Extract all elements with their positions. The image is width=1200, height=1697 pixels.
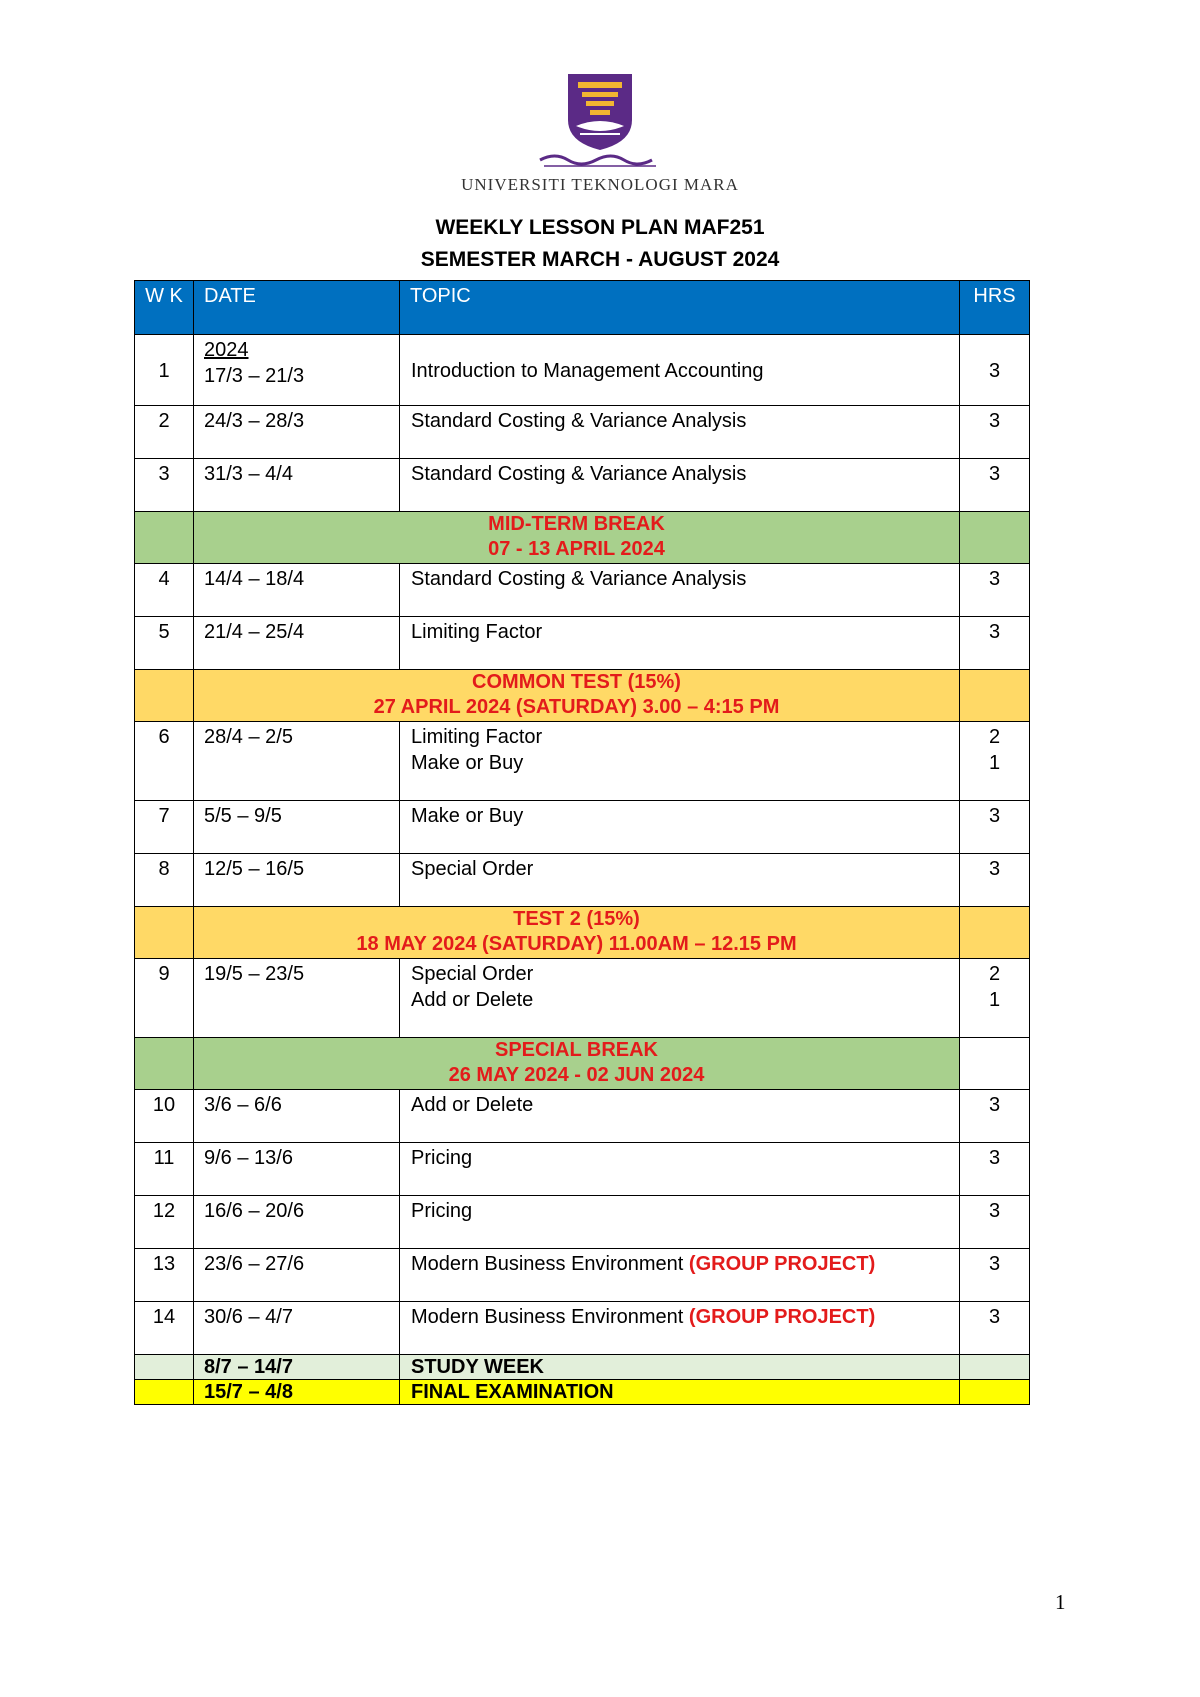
- wk-cell: 13: [135, 1249, 194, 1302]
- document-title: WEEKLY LESSON PLAN MAF251: [435, 216, 765, 239]
- year-label: 2024: [204, 339, 249, 361]
- hrs-cell: 3: [960, 1196, 1030, 1249]
- topic-cell: [400, 1249, 960, 1302]
- hrs-cell: 3: [960, 617, 1030, 670]
- topic-cell: Special Order: [400, 854, 960, 907]
- study-week-label: STUDY WEEK: [400, 1355, 960, 1380]
- table-row: [135, 335, 1030, 406]
- common-test-cell: [194, 670, 960, 722]
- uitm-crest-icon: [440, 68, 760, 198]
- hrs-cell: 3: [960, 335, 1030, 406]
- wk-cell: 6: [135, 722, 194, 801]
- table-row: [135, 406, 1030, 459]
- topic-cell: Introduction to Management Accounting: [400, 335, 960, 406]
- table-row: [135, 459, 1030, 512]
- topic-cell: Pricing: [400, 1196, 960, 1249]
- group-project-note: (GROUP PROJECT): [688, 1253, 876, 1275]
- uitm-logo: [440, 68, 760, 198]
- final-exam-row: [135, 1380, 1030, 1405]
- test2-row: [135, 907, 1030, 959]
- wk-cell: 8: [135, 854, 194, 907]
- wk-cell: 7: [135, 801, 194, 854]
- topic-cell: [400, 1302, 960, 1355]
- hrs-line: 2: [988, 726, 1001, 748]
- topic-cell: Standard Costing & Variance Analysis: [400, 459, 960, 512]
- hrs-cell: 3: [960, 1302, 1030, 1355]
- col-header-date: DATE: [194, 281, 400, 335]
- col-header-topic: TOPIC: [400, 281, 960, 335]
- final-exam-date: 15/7 – 4/8: [194, 1380, 400, 1405]
- table-row: [135, 1302, 1030, 1355]
- date-cell: 23/6 – 27/6: [194, 1249, 400, 1302]
- date-cell: 21/4 – 25/4: [194, 617, 400, 670]
- table-row: [135, 564, 1030, 617]
- wk-cell: 2: [135, 406, 194, 459]
- topic-cell: [400, 722, 960, 801]
- table-header-row: [135, 281, 1030, 335]
- group-project-note: (GROUP PROJECT): [688, 1306, 876, 1328]
- date-cell: 30/6 – 4/7: [194, 1302, 400, 1355]
- hrs-cell: 3: [960, 1143, 1030, 1196]
- wk-cell: 10: [135, 1090, 194, 1143]
- topic-cell: Limiting Factor: [400, 617, 960, 670]
- col-header-wk: W K: [135, 281, 194, 335]
- test2-cell: [194, 907, 960, 959]
- date-range: 17/3 – 21/3: [204, 365, 305, 387]
- topic-cell: [400, 959, 960, 1038]
- wk-cell: 11: [135, 1143, 194, 1196]
- table-row: [135, 722, 1030, 801]
- hrs-line: 1: [988, 752, 1001, 774]
- date-cell: 12/5 – 16/5: [194, 854, 400, 907]
- event-date: 27 APRIL 2024 (SATURDAY) 3.00 – 4:15 PM: [373, 696, 780, 718]
- event-date: 07 - 13 APRIL 2024: [488, 538, 665, 560]
- event-title: MID-TERM BREAK: [488, 513, 665, 535]
- topic-cell: Standard Costing & Variance Analysis: [400, 564, 960, 617]
- special-break-cell: [194, 1038, 960, 1090]
- wk-cell: 5: [135, 617, 194, 670]
- hrs-cell: 3: [960, 801, 1030, 854]
- final-exam-label: FINAL EXAMINATION: [400, 1380, 960, 1405]
- wk-cell: 4: [135, 564, 194, 617]
- date-cell: 3/6 – 6/6: [194, 1090, 400, 1143]
- event-date: 26 MAY 2024 - 02 JUN 2024: [448, 1064, 705, 1086]
- page-number: 1: [1055, 1590, 1066, 1614]
- date-cell: 28/4 – 2/5: [194, 722, 400, 801]
- topic-cell: Standard Costing & Variance Analysis: [400, 406, 960, 459]
- special-break-row: [135, 1038, 1030, 1090]
- event-title: COMMON TEST (15%): [472, 671, 681, 693]
- topic-text: Modern Business Environment: [411, 1306, 684, 1328]
- hrs-cell: [960, 959, 1030, 1038]
- wk-cell: 12: [135, 1196, 194, 1249]
- date-cell: 16/6 – 20/6: [194, 1196, 400, 1249]
- table-row: [135, 959, 1030, 1038]
- topic-cell: Add or Delete: [400, 1090, 960, 1143]
- hrs-cell: 3: [960, 406, 1030, 459]
- hrs-line: 1: [988, 989, 1001, 1011]
- event-title: TEST 2 (15%): [513, 908, 640, 930]
- hrs-cell: 3: [960, 1249, 1030, 1302]
- date-cell: 31/3 – 4/4: [194, 459, 400, 512]
- topic-cell: Make or Buy: [400, 801, 960, 854]
- midterm-break-cell: [194, 512, 960, 564]
- table-row: [135, 1090, 1030, 1143]
- wk-cell: 14: [135, 1302, 194, 1355]
- wk-cell: 1: [135, 335, 194, 406]
- study-week-row: [135, 1355, 1030, 1380]
- hrs-cell: [960, 722, 1030, 801]
- topic-cell: Pricing: [400, 1143, 960, 1196]
- date-cell: 24/3 – 28/3: [194, 406, 400, 459]
- topic-line: Limiting Factor: [411, 726, 543, 748]
- wk-cell: 3: [135, 459, 194, 512]
- date-cell: 5/5 – 9/5: [194, 801, 400, 854]
- document-subtitle: SEMESTER MARCH - AUGUST 2024: [420, 248, 780, 271]
- wk-cell: 9: [135, 959, 194, 1038]
- table-row: [135, 1196, 1030, 1249]
- hrs-cell: 3: [960, 1090, 1030, 1143]
- col-header-hrs: HRS: [960, 281, 1030, 335]
- topic-text: Modern Business Environment: [411, 1253, 684, 1275]
- table-row: [135, 801, 1030, 854]
- study-week-date: 8/7 – 14/7: [194, 1355, 400, 1380]
- table-row: [135, 617, 1030, 670]
- common-test-row: [135, 670, 1030, 722]
- table-row: [135, 1143, 1030, 1196]
- event-title: SPECIAL BREAK: [495, 1039, 658, 1061]
- midterm-break-row: [135, 512, 1030, 564]
- date-cell: 9/6 – 13/6: [194, 1143, 400, 1196]
- topic-line: Make or Buy: [411, 752, 524, 774]
- date-cell: 14/4 – 18/4: [194, 564, 400, 617]
- date-cell: 19/5 – 23/5: [194, 959, 400, 1038]
- hrs-cell: 3: [960, 854, 1030, 907]
- lesson-plan-table: [134, 280, 1030, 1405]
- date-cell: [194, 335, 400, 406]
- svg-text:UNIVERSITI TEKNOLOGI MARA: UNIVERSITI TEKNOLOGI MARA: [461, 175, 739, 194]
- table-row: [135, 1249, 1030, 1302]
- hrs-cell: 3: [960, 564, 1030, 617]
- hrs-line: 2: [988, 963, 1001, 985]
- topic-line: Add or Delete: [411, 989, 534, 1011]
- topic-line: Special Order: [411, 963, 534, 985]
- event-date: 18 MAY 2024 (SATURDAY) 11.00AM – 12.15 PM: [356, 933, 797, 955]
- hrs-cell: 3: [960, 459, 1030, 512]
- table-row: [135, 854, 1030, 907]
